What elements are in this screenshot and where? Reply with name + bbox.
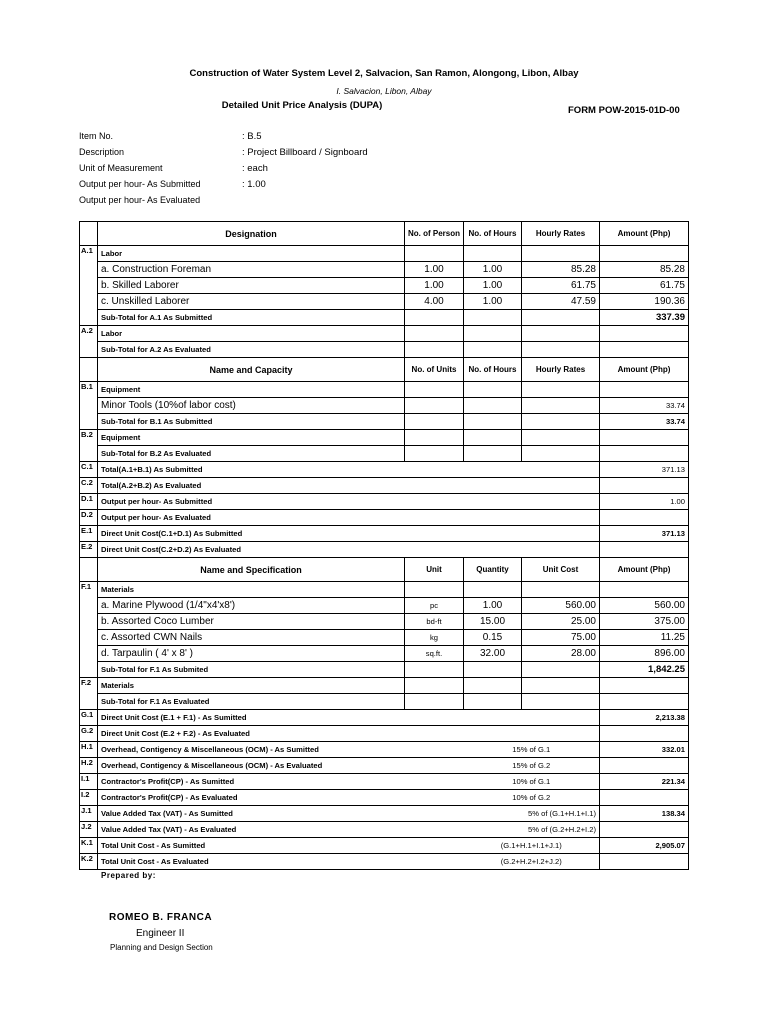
rate-text: (G.1+H.1+I.1+J.1): [464, 838, 600, 854]
info-label: Output per hour- As Evaluated: [79, 195, 201, 205]
row-code: C.2: [80, 478, 98, 494]
material-name: b. Assorted Coco Lumber: [98, 614, 405, 630]
table-row: [80, 462, 689, 478]
table-row: [80, 822, 689, 838]
table-row: [80, 630, 689, 646]
total-amount: 371.13: [600, 526, 689, 542]
row-code: B.1: [80, 382, 98, 430]
material-name: c. Assorted CWN Nails: [98, 630, 405, 646]
row-code: I.1: [80, 774, 98, 790]
total-label: Total(A.1+B.1) As Submitted: [98, 462, 600, 478]
labor-rate: 47.59: [522, 294, 600, 310]
row-code: E.2: [80, 542, 98, 558]
table-row: [80, 598, 689, 614]
total-label: Direct Unit Cost (E.2 + F.2) - As Evaluated: [98, 726, 600, 742]
table-row: [80, 398, 689, 414]
table-row: [80, 246, 689, 262]
total-label: Total Unit Cost - As Sumitted: [98, 838, 464, 854]
col-header: No. of Hours: [464, 222, 522, 246]
info-label: Item No.: [79, 131, 114, 141]
info-item-no: [79, 128, 368, 144]
table-row: [80, 446, 689, 462]
empty-cell: [80, 358, 98, 382]
info-value: : Project Billboard / Signboard: [242, 146, 368, 158]
row-code: F.2: [80, 678, 98, 710]
row-code: A.2: [80, 326, 98, 358]
material-amount: 375.00: [600, 614, 689, 630]
table-row: [80, 542, 689, 558]
col-header: Amount (Php): [600, 358, 689, 382]
subtotal-label: Sub-Total for B.1 As Submitted: [98, 414, 405, 430]
col-header: Hourly Rates: [522, 222, 600, 246]
col-header: Amount (Php): [600, 558, 689, 582]
material-cost: 25.00: [522, 614, 600, 630]
col-header: No. of Person: [405, 222, 464, 246]
rate-text: 10% of G.2: [464, 790, 600, 806]
labor-persons: 1.00: [405, 278, 464, 294]
total-label: Direct Unit Cost (E.1 + F.1) - As Sumitted: [98, 710, 600, 726]
labor-rate: 61.75: [522, 278, 600, 294]
row-code: J.2: [80, 822, 98, 838]
table-row: [80, 854, 689, 870]
info-output-evaluated: [79, 192, 368, 208]
project-title: Construction of Water System Level 2, Salvacion, San Ramon, Alongong, Libon, Albay: [189, 68, 579, 79]
row-code: D.2: [80, 510, 98, 526]
table-row: [80, 526, 689, 542]
info-value: : each: [242, 162, 268, 174]
info-label: Description: [79, 147, 125, 157]
section-label: Materials: [98, 582, 405, 598]
row-code: F.1: [80, 582, 98, 678]
section-label: Materials: [98, 678, 405, 694]
section-label: Equipment: [98, 430, 405, 446]
total-amount: 332.01: [600, 742, 689, 758]
equipment-amount: 33.74: [600, 398, 689, 414]
total-amount: 138.34: [600, 806, 689, 822]
material-cost: 75.00: [522, 630, 600, 646]
col-header: Amount (Php): [600, 222, 689, 246]
preparer-section: Planning and Design Section: [110, 943, 213, 952]
table-row: [80, 662, 689, 678]
table-row: [80, 278, 689, 294]
preparer-name: ROMEO B. FRANCA: [109, 912, 213, 923]
rate-text: 5% of (G.2+H.2+I.2): [464, 822, 600, 838]
total-label: Direct Unit Cost(C.1+D.1) As Submitted: [98, 526, 600, 542]
material-name: d. Tarpaulin ( 4' x 8' ): [98, 646, 405, 662]
table-row: [80, 494, 689, 510]
col-header: Unit: [405, 558, 464, 582]
labor-name: a. Construction Foreman: [98, 262, 405, 278]
form-number: FORM POW-2015-01D-00: [568, 105, 680, 116]
total-amount: 2,213.38: [600, 710, 689, 726]
total-amount: 2,905.07: [600, 838, 689, 854]
info-label: Output per hour- As Submitted: [79, 179, 201, 189]
equipment-header-row: [80, 358, 689, 382]
labor-amount: 61.75: [600, 278, 689, 294]
table-row: [80, 294, 689, 310]
table-row: [80, 646, 689, 662]
subtotal-label: Sub-Total for A.1 As Submitted: [98, 310, 405, 326]
col-header: Name and Capacity: [98, 358, 405, 382]
row-code: I.2: [80, 790, 98, 806]
rate-text: 5% of (G.1+H.1+I.1): [464, 806, 600, 822]
material-cost: 28.00: [522, 646, 600, 662]
material-qty: 0.15: [464, 630, 522, 646]
labor-name: c. Unskilled Laborer: [98, 294, 405, 310]
material-unit: pc: [405, 598, 464, 614]
row-code: G.1: [80, 710, 98, 726]
col-header: Unit Cost: [522, 558, 600, 582]
material-qty: 32.00: [464, 646, 522, 662]
info-label: Unit of Measurement: [79, 163, 163, 173]
info-unit: [79, 160, 368, 176]
material-amount: 11.25: [600, 630, 689, 646]
total-amount: 1.00: [600, 494, 689, 510]
total-label: Overhead, Contigency & Miscellaneous (OCM) - As Sumitted: [98, 742, 464, 758]
table-row: [80, 582, 689, 598]
subtotal-amount: 33.74: [600, 414, 689, 430]
table-row: [80, 838, 689, 854]
total-amount: 371.13: [600, 462, 689, 478]
table-row: [80, 382, 689, 398]
col-header: Designation: [98, 222, 405, 246]
col-header: Name and Specification: [98, 558, 405, 582]
info-value: : B.5: [242, 130, 262, 142]
row-code: E.1: [80, 526, 98, 542]
table-row: [80, 414, 689, 430]
labor-rate: 85.28: [522, 262, 600, 278]
material-unit: bd-ft: [405, 614, 464, 630]
labor-hours: 1.00: [464, 262, 522, 278]
rate-text: 15% of G.2: [464, 758, 600, 774]
labor-name: b. Skilled Laborer: [98, 278, 405, 294]
info-description: [79, 144, 368, 160]
material-amount: 560.00: [600, 598, 689, 614]
labor-amount: 190.36: [600, 294, 689, 310]
prepared-by-label: Prepared by:: [101, 871, 156, 880]
info-output-submitted: [79, 176, 368, 192]
table-row: [80, 742, 689, 758]
info-value: : 1.00: [242, 178, 266, 190]
equipment-name: Minor Tools (10%of labor cost): [98, 398, 405, 414]
total-label: Overhead, Contigency & Miscellaneous (OCM) - As Evaluated: [98, 758, 464, 774]
row-code: G.2: [80, 726, 98, 742]
rate-text: 15% of G.1: [464, 742, 600, 758]
table-row: [80, 510, 689, 526]
table-row: [80, 790, 689, 806]
section-label: Labor: [98, 246, 405, 262]
table-row: [80, 262, 689, 278]
total-label: Output per hour- As Evaluated: [98, 510, 600, 526]
total-amount: 221.34: [600, 774, 689, 790]
dupa-table: [79, 221, 689, 870]
section-label: Equipment: [98, 382, 405, 398]
rate-text: 10% of G.1: [464, 774, 600, 790]
row-code: B.2: [80, 430, 98, 462]
material-qty: 15.00: [464, 614, 522, 630]
empty-cell: [80, 558, 98, 582]
material-qty: 1.00: [464, 598, 522, 614]
total-label: Direct Unit Cost(C.2+D.2) As Evaluated: [98, 542, 600, 558]
row-code: A.1: [80, 246, 98, 326]
section-label: Labor: [98, 326, 405, 342]
material-amount: 896.00: [600, 646, 689, 662]
table-row: [80, 710, 689, 726]
col-header: No. of Units: [405, 358, 464, 382]
table-row: [80, 694, 689, 710]
subtotal-label: Sub-Total for F.1 As Submited: [98, 662, 405, 678]
total-label: Output per hour- As Submitted: [98, 494, 600, 510]
subtotal-label: Sub-Total for A.2 As Evaluated: [98, 342, 405, 358]
item-info: [79, 128, 368, 208]
col-header: Quantity: [464, 558, 522, 582]
col-header: No. of Hours: [464, 358, 522, 382]
col-header: Hourly Rates: [522, 358, 600, 382]
material-name: a. Marine Plywood (1/4"x4'x8'): [98, 598, 405, 614]
rate-text: (G.2+H.2+I.2+J.2): [464, 854, 600, 870]
total-label: Contractor's Profit(CP) - As Sumitted: [98, 774, 464, 790]
row-code: H.1: [80, 742, 98, 758]
table-row: [80, 806, 689, 822]
material-cost: 560.00: [522, 598, 600, 614]
row-code: K.2: [80, 854, 98, 870]
subtotal-label: Sub-Total for B.2 As Evaluated: [98, 446, 405, 462]
total-label: Total Unit Cost - As Evaluated: [98, 854, 464, 870]
total-label: Value Added Tax (VAT) - As Evaluated: [98, 822, 464, 838]
subtotal-amount: 1,842.25: [600, 662, 689, 678]
table-row: [80, 310, 689, 326]
row-code: D.1: [80, 494, 98, 510]
table-row: [80, 614, 689, 630]
material-unit: sq.ft.: [405, 646, 464, 662]
total-label: Value Added Tax (VAT) - As Sumitted: [98, 806, 464, 822]
labor-header-row: [80, 222, 689, 246]
table-row: [80, 774, 689, 790]
empty-cell: [80, 222, 98, 246]
table-row: [80, 678, 689, 694]
row-code: H.2: [80, 758, 98, 774]
table-row: [80, 726, 689, 742]
table-row: [80, 758, 689, 774]
labor-persons: 1.00: [405, 262, 464, 278]
row-code: J.1: [80, 806, 98, 822]
total-label: Contractor's Profit(CP) - As Evaluated: [98, 790, 464, 806]
table-row: [80, 342, 689, 358]
materials-header-row: [80, 558, 689, 582]
row-code: C.1: [80, 462, 98, 478]
row-code: K.1: [80, 838, 98, 854]
preparer-title: Engineer II: [136, 928, 185, 939]
project-location: I. Salvacion, Libon, Albay: [336, 86, 432, 96]
labor-persons: 4.00: [405, 294, 464, 310]
labor-amount: 85.28: [600, 262, 689, 278]
table-row: [80, 430, 689, 446]
labor-hours: 1.00: [464, 278, 522, 294]
table-row: [80, 478, 689, 494]
subtotal-amount: 337.39: [600, 310, 689, 326]
material-unit: kg: [405, 630, 464, 646]
subtotal-label: Sub-Total for F.1 As Evaluated: [98, 694, 405, 710]
table-row: [80, 326, 689, 342]
labor-hours: 1.00: [464, 294, 522, 310]
total-label: Total(A.2+B.2) As Evaluated: [98, 478, 600, 494]
document-subtitle: Detailed Unit Price Analysis (DUPA): [221, 100, 383, 111]
